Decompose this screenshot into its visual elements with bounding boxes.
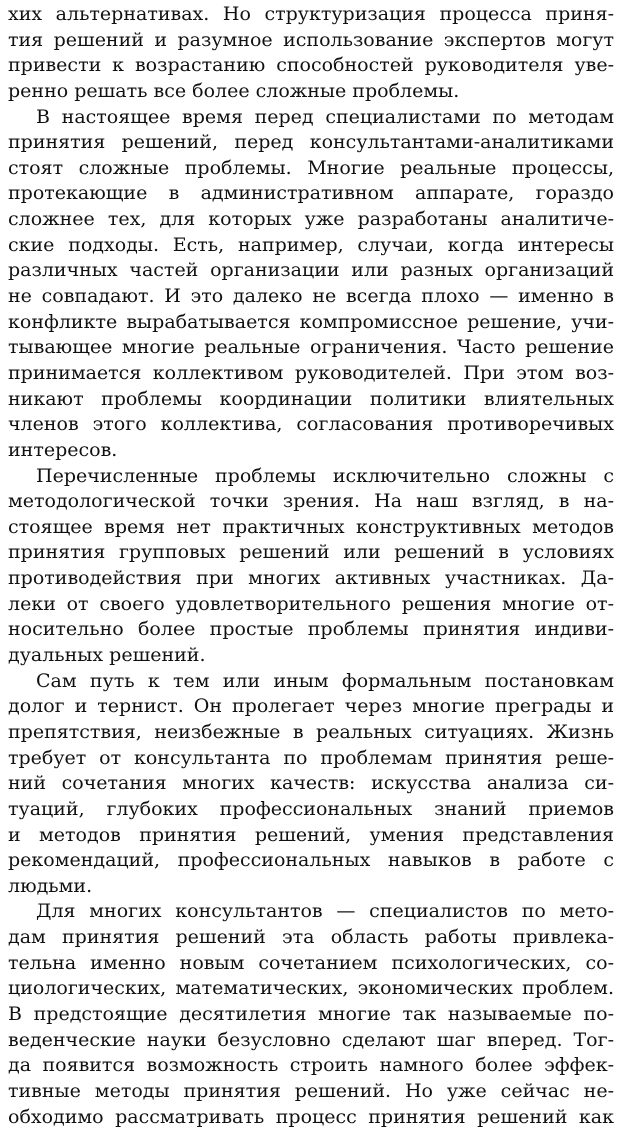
text-line: Для многих консультантов — специалистов по мето- bbox=[36, 900, 614, 923]
text-line: противодействия при многих активных участниках. Да- bbox=[8, 567, 614, 590]
text-line: циологических, математических, экономических проблем. bbox=[8, 977, 614, 1000]
paragraph-2 bbox=[8, 105, 614, 464]
text-line: интересов. bbox=[8, 438, 118, 461]
text-line: протекающие в административном аппарате, гораздо bbox=[8, 182, 614, 205]
text-line: не совпадают. И это далеко не всегда плохо — именно в bbox=[8, 285, 614, 308]
text-line: леки от своего удовлетворительного решения многие от- bbox=[8, 592, 614, 615]
text-line: тивные методы принятия решений. Но уже сейчас не- bbox=[8, 1079, 614, 1102]
text-line: требует от консультанта по проблемам принятия реше- bbox=[8, 746, 614, 769]
text-line: методологической точки зрения. На наш взгляд, в на- bbox=[8, 490, 614, 513]
text-line: Сам путь к тем или иным формальным постановкам bbox=[36, 669, 614, 692]
text-line: тывающее многие реальные ограничения. Часто решение bbox=[8, 336, 614, 359]
text-line: носительно более простые проблемы принятия индиви- bbox=[8, 618, 614, 641]
text-line: обходимо рассматривать процесс принятия решений как bbox=[8, 1105, 614, 1128]
paragraph-1 bbox=[8, 2, 614, 105]
paragraph-5 bbox=[8, 899, 614, 1130]
text-line: и методов принятия решений, умения представления bbox=[8, 823, 614, 846]
text-line: дуальных решений. bbox=[8, 644, 206, 667]
text-line: принятия групповых решений или решений в условиях bbox=[8, 541, 614, 564]
text-line: людьми. bbox=[8, 874, 93, 897]
text-line: сложнее тех, для которых уже разработаны аналитиче- bbox=[8, 208, 614, 231]
text-line: членов этого коллектива, согласования противоречивых bbox=[8, 413, 614, 436]
text-line: долог и тернист. Он пролегает через многие преграды и bbox=[8, 695, 614, 718]
text-line: В настоящее время перед специалистами по методам bbox=[36, 105, 614, 128]
text-line: В предстоящие десятилетия многие так называемые по- bbox=[8, 1002, 614, 1025]
text-line: стоят сложные проблемы. Многие реальные процессы, bbox=[8, 156, 614, 179]
text-line: привести к возрастанию способностей руководителя уве- bbox=[8, 54, 614, 77]
text-line: тельна именно новым сочетанием психологических, со- bbox=[8, 951, 614, 974]
text-line: различных частей организации или разных организаций bbox=[8, 259, 614, 282]
text-line: принятия решений, перед консультантами-аналитиками bbox=[8, 131, 614, 154]
text-line: ренно решать все более сложные проблемы. bbox=[8, 79, 460, 102]
text-line: стоящее время нет практичных конструктивных методов bbox=[8, 515, 614, 538]
text-line: Перечисленные проблемы исключительно сложны с bbox=[36, 464, 614, 487]
text-line: никают проблемы координации политики влиятельных bbox=[8, 387, 614, 410]
text-line: рекомендаций, профессиональных навыков в работе с bbox=[8, 849, 614, 872]
text-line: да появится возможность строить намного более эффек- bbox=[8, 1054, 614, 1077]
text-line: ские подходы. Есть, например, случаи, когда интересы bbox=[8, 233, 614, 256]
text-line: дам принятия решений эта область работы привлека- bbox=[8, 926, 614, 949]
paragraph-3 bbox=[8, 464, 614, 669]
text-line: конфликте вырабатывается компромиссное решение, учи- bbox=[8, 310, 614, 333]
text-line: хих альтернативах. Но структуризация процесса приня- bbox=[8, 3, 614, 25]
paragraph-4 bbox=[8, 669, 614, 900]
text-line: веденческие науки безусловно сделают шаг вперед. Тог- bbox=[8, 1028, 614, 1051]
text-line: препятствия, неизбежные в реальных ситуациях. Жизнь bbox=[8, 720, 614, 743]
text-line: тия решений и разумное использование экспертов могут bbox=[8, 28, 614, 51]
text-line: туаций, глубоких профессиональных знаний приемов bbox=[8, 797, 614, 820]
text-line: принимается коллективом руководителей. При этом воз- bbox=[8, 361, 614, 384]
text-line: ний сочетания многих качеств: искусства анализа си- bbox=[8, 772, 614, 795]
